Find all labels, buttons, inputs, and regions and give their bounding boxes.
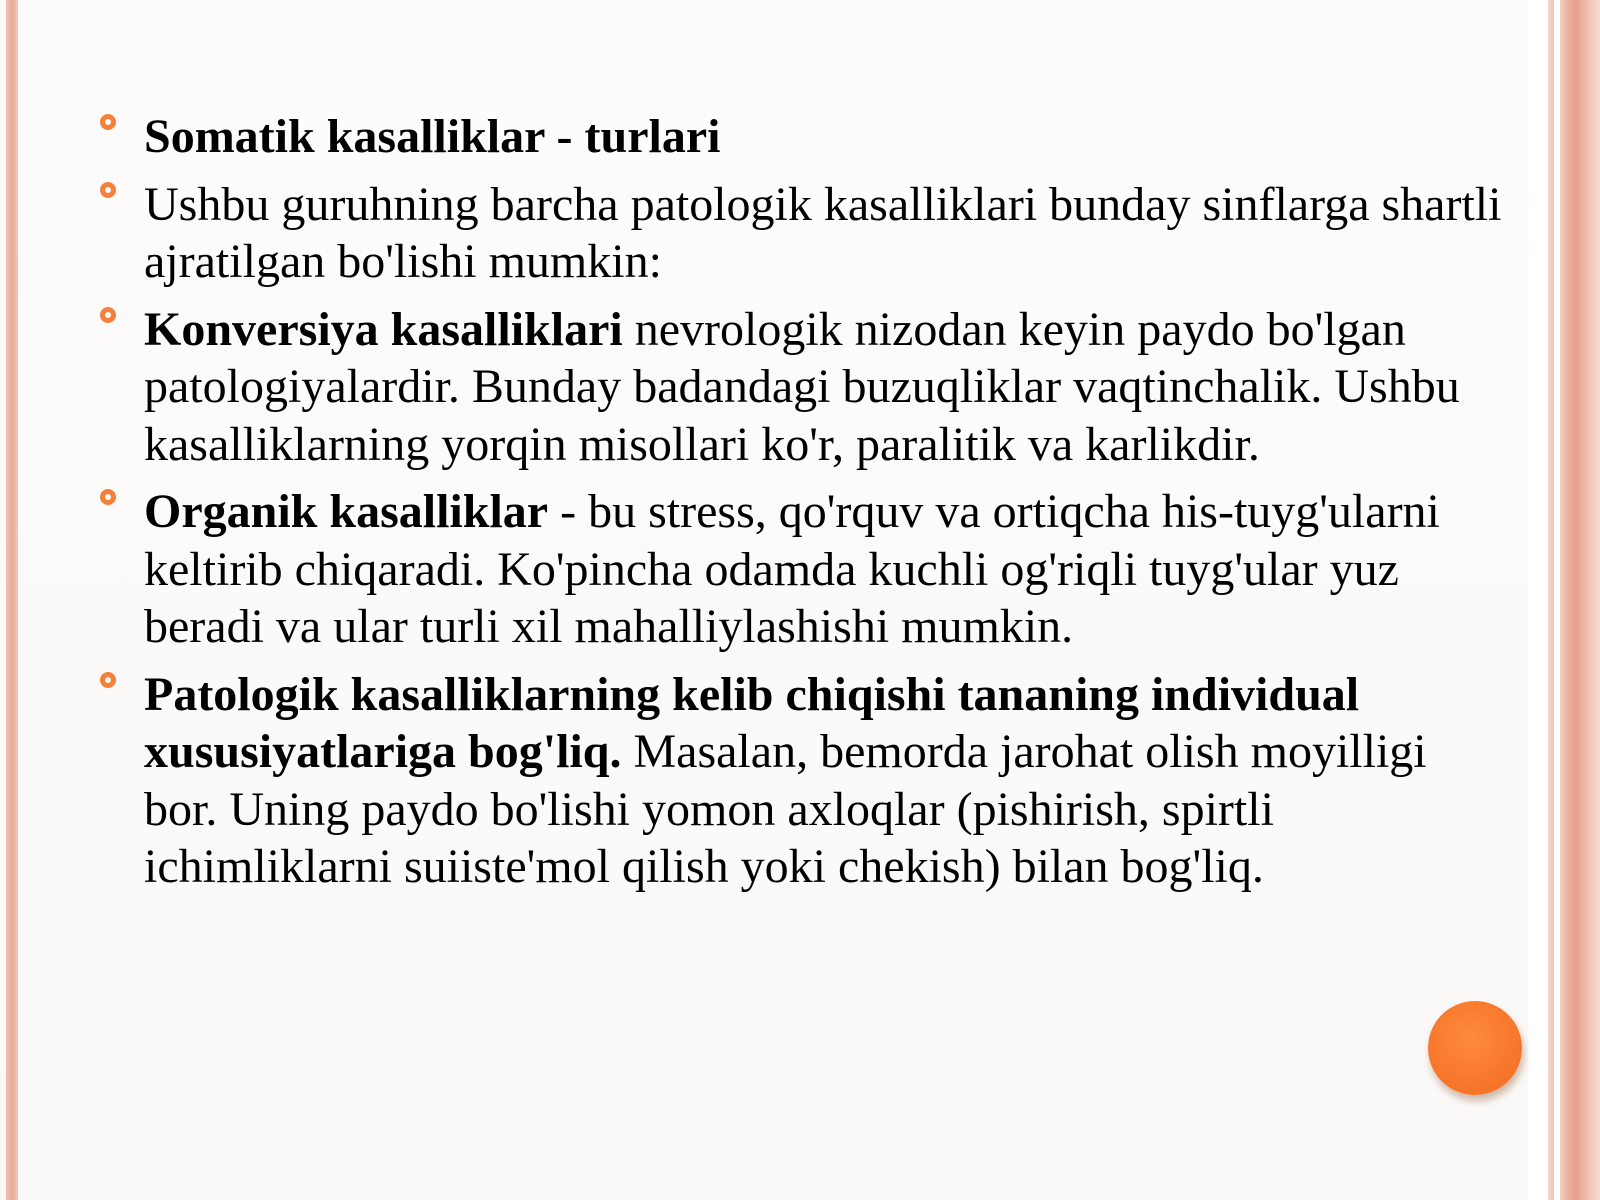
bullet-item-organik [96,483,1506,656]
bullet-bold-text: Somatik kasalliklar - turlari [144,110,721,163]
bullet-list [96,108,1506,906]
bullet-text: Masalan, bemorda jarohat olish moyilligi bor. Uning paydo bo'lishi yomon axloqlar (pishirish, spirtli ichimliklarni suiiste'mol qilish yoki chekish) bilan bog'liq. [144,725,1427,893]
bullet-item-konversiya [96,301,1506,474]
circle-bullet-icon [100,307,116,323]
left-decorative-border [6,0,18,1200]
bullet-item-patologik [96,666,1506,896]
bullet-item-somatik-title [96,108,1506,166]
circle-bullet-icon [100,114,116,130]
bullet-bold-text: Organik kasalliklar [144,485,549,538]
circle-bullet-icon [100,672,116,688]
bullet-item-intro [96,176,1506,291]
bullet-text: Ushbu guruhning barcha patologik kasalliklari bunday sinflarga shartli ajratilgan bo'lishi mumkin: [144,177,1502,288]
bullet-bold-text: Patologik kasalliklarning kelib chiqishi tananing individual xususiyatlariga bog'liq. [144,667,1360,778]
bullet-text: - bu stress, qo'rquv va ortiqcha his-tuyg'ularni keltirib chiqaradi. Ko'pincha odamda kuchli og'riqli tuyg'ular yuz beradi va ular turli xil mahalliylashishi mumkin. [144,485,1440,653]
bullet-text: nevrologik nizodan keyin paydo bo'lgan patologiyalardir. Bunday badandagi buzuqliklar vaqtinchalik. Ushbu kasalliklarning yorqin misollari ko'r, paralitik va karlikdir. [144,302,1460,471]
bullet-bold-text: Konversiya kasalliklari [144,302,623,356]
right-decorative-stripes [1528,0,1600,1200]
orange-circle-decoration [1428,1001,1522,1095]
circle-bullet-icon [100,182,116,198]
circle-bullet-icon [100,489,116,505]
